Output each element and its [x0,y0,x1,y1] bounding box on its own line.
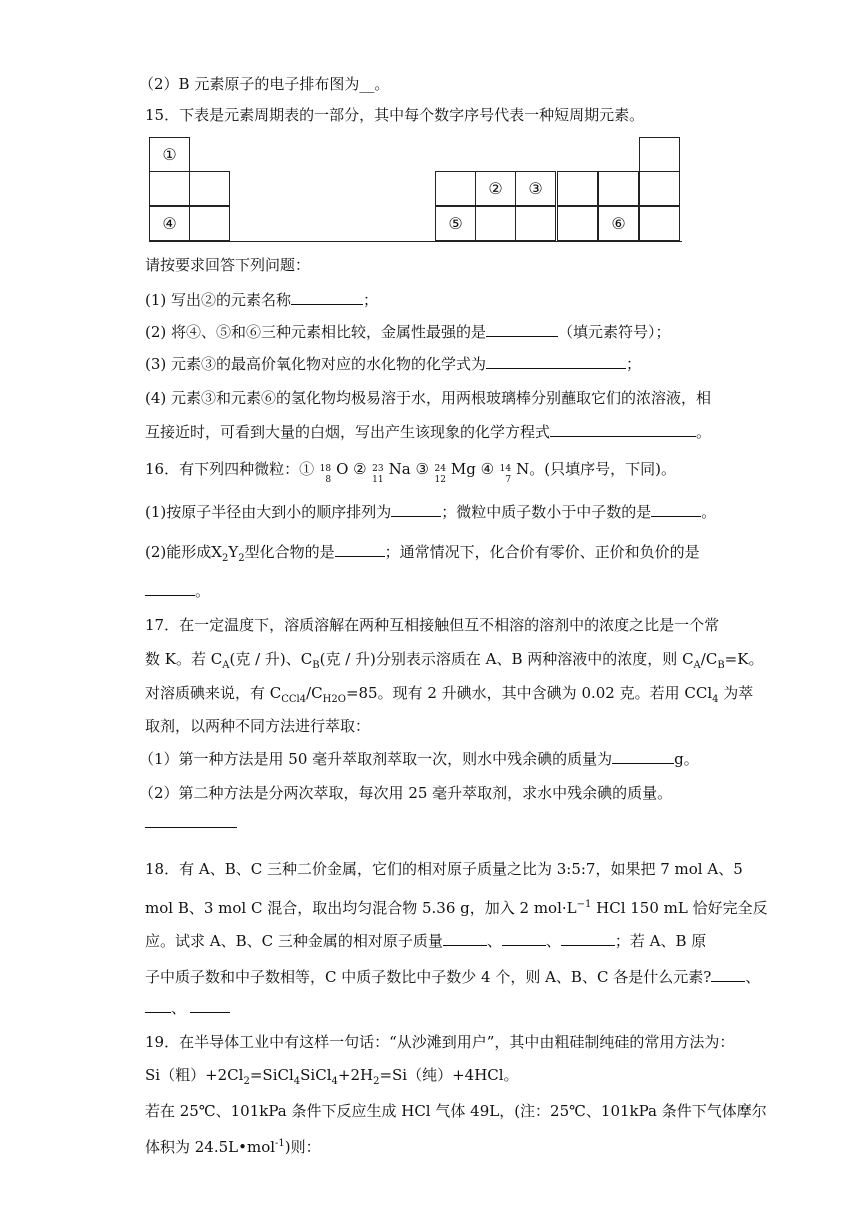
q15-p3-end: ； [626,355,642,373]
text: SiCl [300,1066,332,1084]
atomic-number: 11 [372,475,384,485]
subscript: H2O [322,694,346,705]
cell-row2-g [598,171,639,206]
subscript: CCl4 [281,694,307,705]
cell-row3-d [475,206,516,241]
text: 子中质子数和中子数相等，C 中质子数比中子数少 4 个，则 A、B、C 各是什么元素? [145,968,712,986]
cell-5-label: ⑤ [448,214,463,233]
cell-row2-f [557,171,598,206]
separator: ④ [475,460,495,478]
text: HCl 150 mL 恰好完全反 [591,899,768,917]
subscript: 2 [373,1076,380,1087]
element-symbol: Na [388,460,411,478]
cell-6 [598,206,639,241]
q16-stem-end: 。(只填序号，下同)。 [529,460,676,478]
q15-part4-line2 [145,421,711,443]
cell-6-label: ⑥ [611,214,626,233]
answer-blank[interactable] [190,998,230,1013]
cell-5 [435,206,476,241]
q19-line1: 19．在半导体工业中有这样一句话：“从沙滩到用户”，其中由粗硅制纯硅的常用方法为： [145,1033,735,1051]
text: 为萃 [718,684,754,702]
separator: ② [348,460,367,478]
cell-1-label: ① [162,145,177,164]
element-symbol: N [516,460,530,478]
q16-l1-mid: ；微粒中质子数小于中子数的是 [441,503,652,521]
text: 对溶质碘来说，有 C [145,684,282,702]
q16-l2-text: (2)能形成 [145,543,212,561]
q15-p2-end: （填元素符号）； [558,323,671,341]
q15-p1-end: ； [363,291,379,309]
text: 、 [545,932,561,950]
text: =85。现有 2 升碘水，其中含碘为 0.02 克。若用 CCl [345,684,713,702]
cell-row2-a [149,171,190,206]
q17-line2 [145,648,763,677]
q16-l3-end: 。 [195,582,211,600]
q16-part1 [145,501,716,523]
cell-row3-b [189,206,230,241]
subscript: B [312,660,320,671]
text: 、 [745,968,761,986]
q16-part2-cont [145,580,210,602]
text: +2H [337,1066,374,1084]
subscript: 2 [221,553,229,564]
q14-part2: （2）B 元素原子的电子排布图为__。 [139,75,390,93]
q19-line3: 若在 25℃、101kPa 条件下反应生成 HCl 气体 49L，(注：25℃、101kPa 条件下气体摩尔 [145,1102,767,1120]
text: /C [306,684,323,702]
subscript: 4 [331,1076,338,1087]
q15-p1-text: (1) 写出②的元素名称 [145,291,292,309]
atomic-number: 8 [325,475,332,485]
formula-y: Y [228,543,239,561]
q15-part4-line1: (4) 元素③和元素⑥的氢化物均极易溶于水，用两根玻璃棒分别蘸取它们的浓溶液，相 [145,389,712,407]
q15-stem: 15．下表是元素周期表的一部分，其中每个数字序号代表一种短周期元素。 [145,106,645,124]
cell-row2-b [189,171,230,206]
text: ；若 A、B 原 [614,932,707,950]
text: 、 [486,932,502,950]
q16-l2-end: ；通常情况下，化合价有零价、正价和负价的是 [384,543,700,561]
subscript: A [222,660,230,671]
separator: ③ [410,460,429,478]
cell-row2-c [435,171,476,206]
cell-2-label: ② [488,179,503,198]
q19-line2 [145,1064,519,1093]
q17-line3 [145,682,753,711]
q15-p2-text: (2) 将④、⑤和⑥三种元素相比较，金属性最强的是 [145,323,487,341]
subscript: 2 [243,1076,250,1087]
particle-1 [314,460,336,485]
answer-blank[interactable] [561,931,615,946]
cell-row1-right [639,137,680,172]
answer-blank[interactable] [502,931,546,946]
answer-blank[interactable] [612,749,674,764]
element-symbol: Mg [450,460,476,478]
answer-blank[interactable] [486,322,558,337]
element-symbol: O [336,460,349,478]
q17-line1: 17．在一定温度下，溶质溶解在两种互相接触但互不相溶的溶剂中的浓度之比是一个常 [145,616,720,634]
answer-blank[interactable] [391,502,441,517]
text: mol B、3 mol C 混合，取出均匀混合物 5.36 g，加入 2 mol·L [145,899,577,917]
q16-l1-end: 。 [701,503,717,521]
answer-blank[interactable] [145,998,171,1013]
mass-number: 14 [499,464,512,474]
cell-2 [475,171,516,206]
q16-l2-mid: 型化合物的是 [244,543,335,561]
q16-stem [145,458,676,485]
text: 、 [171,999,187,1017]
answer-blank[interactable] [291,290,363,305]
text: g。 [674,750,699,768]
text: )则： [284,1138,321,1156]
text: (克 / 升)分别表示溶质在 A、B 两种溶液中的浓度，则 C [319,650,694,668]
answer-blank[interactable] [335,542,385,557]
answer-blank[interactable] [550,422,696,437]
mass-number: 18 [319,464,332,474]
cell-1 [149,137,190,172]
answer-blank[interactable] [145,581,195,596]
atomic-number: 7 [505,475,512,485]
q16-l1-text: (1)按原子半径由大到小的顺序排列为 [145,503,392,521]
particle-3 [429,460,451,485]
subscript: 2 [238,553,245,564]
q17-part1 [139,748,699,770]
q19-line4 [145,1133,321,1158]
particle-2 [367,460,389,485]
answer-blank[interactable] [486,354,626,369]
q18-line2 [145,894,768,919]
cell-3 [515,171,556,206]
mass-number: 23 [372,464,384,474]
q18-line3 [145,930,706,952]
text: 数 K。若 C [145,650,223,668]
q15-part2 [145,321,671,343]
q18-line4 [145,966,760,988]
subscript: A [693,660,701,671]
subscript: 4 [293,1076,301,1087]
text: Si（粗）+2Cl [145,1066,244,1084]
q15-p4-end: 。 [696,423,712,441]
text: =Si（纯）+4HCl。 [379,1066,519,1084]
superscript: −1 [576,899,592,910]
q18-line5 [145,997,230,1019]
q17-line4: 取剂，以两种不同方法进行萃取： [145,717,371,735]
atomic-number: 12 [434,475,446,485]
superscript: -1 [275,1138,285,1149]
subscript: B [717,660,725,671]
cell-row3-f [557,206,598,241]
cell-row3-h [639,206,680,241]
q16-part2 [145,541,700,570]
cell-3-label: ③ [528,179,543,198]
cell-row3-e [515,206,556,241]
subscript: 4 [712,694,719,705]
q18-line1: 18．有 A、B、C 三种二价金属，它们的相对原子质量之比为 3:5:7，如果把 7 mol A、5 [145,860,743,878]
text: （1）第一种方法是用 50 毫升萃取剂萃取一次，则水中残余碘的质量为 [139,750,613,768]
q15-p3-text: (3) 元素③的最高价氧化物对应的水化物的化学式为 [145,355,487,373]
mass-number: 24 [434,464,446,474]
text: (克 / 升)、C [229,650,313,668]
answer-blank[interactable] [711,967,745,982]
text: =K。 [724,650,764,668]
answer-blank[interactable] [651,502,701,517]
q15-part3 [145,353,641,375]
formula-x: X [211,543,222,561]
text: =SiCl [249,1066,294,1084]
q15-intro: 请按要求回答下列问题： [145,256,311,274]
cell-4 [149,206,190,241]
particle-4 [494,460,516,485]
text: /C [700,650,718,668]
text: 应。试求 A、B、C 三种金属的相对原子质量 [145,932,443,950]
q16-stem-start: 16．有下列四种微粒：① [145,460,315,478]
q15-p4-text: 互接近时，可看到大量的白烟，写出产生该现象的化学方程式 [145,423,551,441]
q15-part1 [145,289,378,311]
cell-row2-h [639,171,680,206]
q17-part2: （2）第二种方法是分两次萃取，每次用 25 毫升萃取剂，求水中残余碘的质量。 [139,784,673,802]
answer-blank[interactable] [443,931,487,946]
answer-line[interactable] [145,827,237,828]
cell-4-label: ④ [162,214,177,233]
text: 体积为 24.5L•mol [145,1138,276,1156]
